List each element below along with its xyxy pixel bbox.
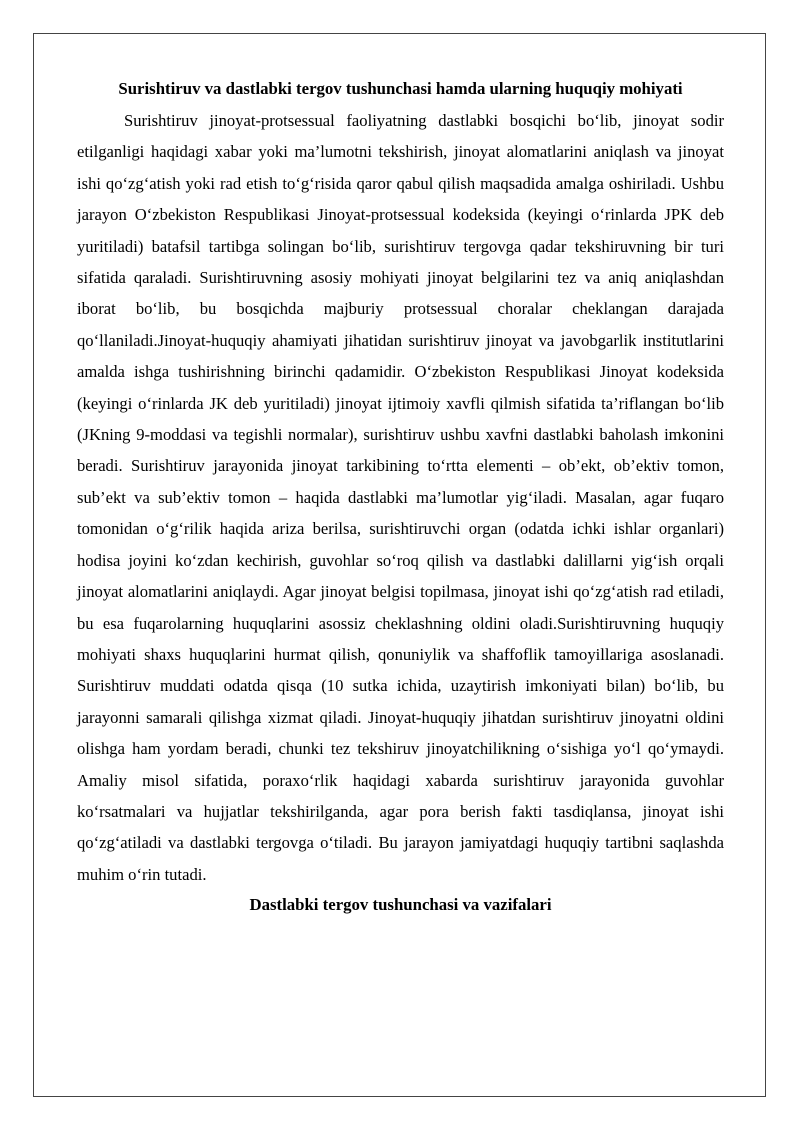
body-paragraph: Surishtiruv jinoyat-protsessual faoliyatning dastlabki bosqichi bo‘lib, jinoyat sodir etilganligi haqidagi xabar yoki ma’lumotni tekshirish, jinoyat alomatlarini aniqlash va jinoyat ishi qo‘zg‘atish yoki rad etish to‘g‘risida qaror qabul qilish maqsadida amalga oshiriladi. Ushbu jarayon O‘zbekiston Respublikasi Jinoyat-protsessual kodeksida (keyingi o‘rinlarda JPK deb yuritiladi) batafsil tartibga solingan bo‘lib, surishtiruv tergovga qadar tekshiruvning bir turi sifatida qaraladi. Surishtiruvning asosiy mohiyati jinoyat belgilarini tez va aniq aniqlashdan iborat bo‘lib, bu bosqichda majburiy protsessual choralar cheklangan darajada qo‘llaniladi.Jinoyat-huquqiy ahamiyati jihatidan surishtiruv jinoyat va javobgarlik institutlarini amalda ishga tushirishning birinchi qadamidir. O‘zbekiston Respublikasi Jinoyat kodeksida (keyingi o‘rinlarda JK deb yuritiladi) jinoyat ijtimoiy xavfli qilmish sifatida ta’riflangan bo‘lib (JKning 9-moddasi va tegishli normalar), surishtiruv ushbu xavfni dastlabki baholash imkonini beradi. Surishtiruv jarayonida jinoyat tarkibining to‘rtta elementi – ob’ekt, ob’ektiv tomon, sub’ekt va sub’ektiv tomon – haqida dastlabki ma’lumotlar yig‘iladi. Masalan, agar fuqaro tomonidan o‘g‘rilik haqida ariza berilsa, surishtiruvchi organ (odatda ichki ishlar organlari) hodisa joyini ko‘zdan kechirish, guvohlar so‘roq qilish va dastlabki dalillarni yig‘ish orqali jinoyat alomatlarini aniqlaydi. Agar jinoyat belgisi topilmasa, jinoyat ishi qo‘zg‘atish rad etiladi, bu esa fuqarolarning huquqlarini asossiz cheklashning oldini oladi.Surishtiruvning huquqiy mohiyati shaxs huquqlarini hurmat qilish, qonuniylik va shaffoflik tamoyillariga asoslanadi. Surishtiruv muddati odatda qisqa (10 sutka ichida, uzaytirish imkoniyati bilan) bo‘lib, bu jarayonni samarali qilishga xizmat qiladi. Jinoyat-huquqiy jihatdan surishtiruv jinoyatni oldini olishga ham yordam beradi, chunki tez tekshiruv jinoyatchilikning o‘sishiga yo‘l qo‘ymaydi. Amaliy misol sifatida, poraxo‘rlik haqidagi xabarda surishtiruv jarayonida guvohlar ko‘rsatmalari va hujjatlar tekshirilganda, agar pora berish fakti tasdiqlansa, jinoyat ishi qo‘zg‘atiladi va dastlabki tergovga o‘tiladi. Bu jarayon jamiyatdagi huquqiy tartibni saqlashda muhim o‘rin tutadi. [77, 111, 724, 884]
document-title: Surishtiruv va dastlabki tergov tushunchasi hamda ularning huquqiy mohiyati [118, 79, 683, 98]
document-body [77, 74, 724, 920]
section-heading: Dastlabki tergov tushunchasi va vazifalari [249, 895, 552, 915]
